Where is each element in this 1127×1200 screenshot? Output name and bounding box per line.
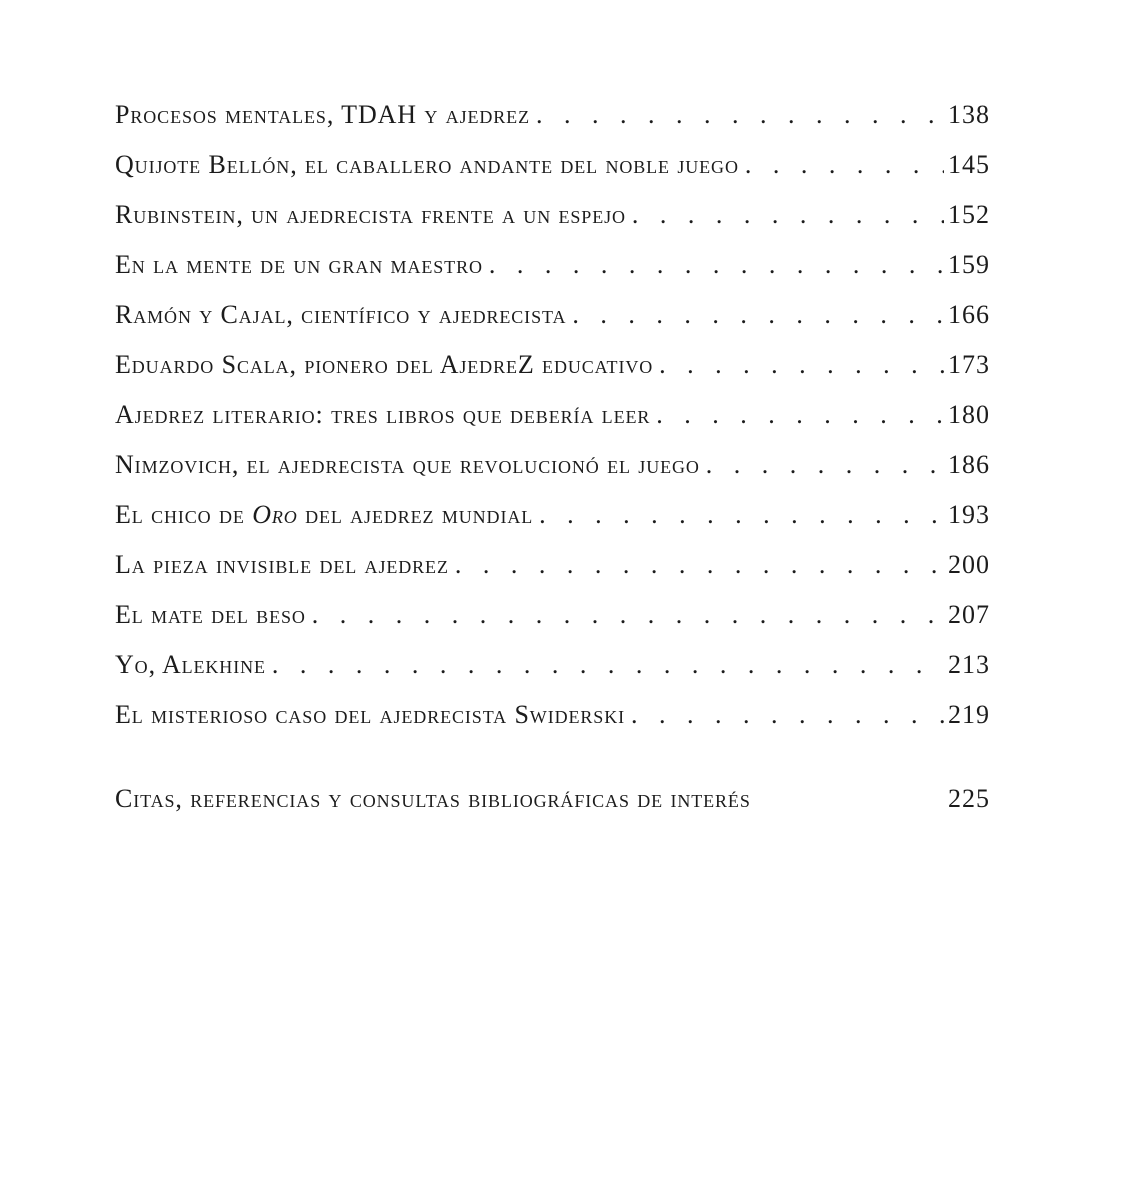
dot-leader bbox=[656, 395, 944, 435]
toc-final-entry bbox=[115, 779, 990, 829]
toc-entry-title: Ajedrez literario: tres libros que debería leer bbox=[115, 400, 651, 429]
toc-entry-title bbox=[115, 495, 533, 535]
toc-entry-page: 207 bbox=[948, 600, 990, 629]
dot-leader bbox=[745, 145, 944, 185]
toc-entry-page: 180 bbox=[948, 400, 990, 429]
toc-entry bbox=[115, 145, 990, 195]
toc-entry bbox=[115, 195, 990, 245]
toc-entry-page: 225 bbox=[948, 784, 990, 813]
toc-entry-title-part: El chico de bbox=[115, 500, 253, 529]
toc-entry-page: 173 bbox=[948, 350, 990, 379]
toc-entry-title: Quijote Bellón, el caballero andante del noble juego bbox=[115, 150, 739, 179]
toc-entry bbox=[115, 445, 990, 495]
toc-entry-page: 213 bbox=[948, 650, 990, 679]
dot-leader bbox=[489, 245, 944, 285]
toc-entry-title-italic: Oro bbox=[252, 500, 298, 529]
toc-entry-title: El misterioso caso del ajedrecista Swiderski bbox=[115, 700, 625, 729]
toc-entry-page: 193 bbox=[948, 500, 990, 529]
toc-entry-title: Yo, Alekhine bbox=[115, 650, 266, 679]
toc-entry bbox=[115, 295, 990, 345]
toc-entry-title: En la mente de un gran maestro bbox=[115, 250, 483, 279]
toc-entry-title: La pieza invisible del ajedrez bbox=[115, 550, 449, 579]
toc-entry-page: 159 bbox=[948, 250, 990, 279]
toc-entry-page: 138 bbox=[948, 100, 990, 129]
toc-entry bbox=[115, 245, 990, 295]
toc-entry-page: 145 bbox=[948, 150, 990, 179]
toc-entry bbox=[115, 395, 990, 445]
toc-entry bbox=[115, 495, 990, 545]
toc-entry-title: Rubinstein, un ajedrecista frente a un espejo bbox=[115, 200, 626, 229]
toc-entry bbox=[115, 345, 990, 395]
toc-entry-title: Citas, referencias y consultas bibliográficas de interés bbox=[115, 784, 751, 813]
toc-entry-title: El mate del beso bbox=[115, 600, 306, 629]
dot-leader bbox=[632, 195, 944, 235]
toc-entry-page: 166 bbox=[948, 300, 990, 329]
table-of-contents bbox=[115, 95, 990, 829]
dot-leader bbox=[312, 595, 944, 635]
toc-entry-title: Eduardo Scala, pionero del AjedreZ educativo bbox=[115, 350, 654, 379]
dot-leader bbox=[631, 695, 944, 735]
dot-leader bbox=[572, 295, 944, 335]
dot-leader bbox=[272, 645, 944, 685]
dot-leader bbox=[659, 345, 944, 385]
dot-leader bbox=[539, 495, 944, 535]
toc-entry-page: 152 bbox=[948, 200, 990, 229]
toc-entry-page: 186 bbox=[948, 450, 990, 479]
toc-entry-page: 200 bbox=[948, 550, 990, 579]
toc-entry-page: 219 bbox=[948, 700, 990, 729]
toc-entry-title: Nimzovich, el ajedrecista que revolucionó el juego bbox=[115, 450, 700, 479]
dot-leader bbox=[706, 445, 944, 485]
toc-entry-title: Ramón y Cajal, científico y ajedrecista bbox=[115, 300, 567, 329]
toc-entry bbox=[115, 645, 990, 695]
toc-entry-title: Procesos mentales, TDAH y ajedrez bbox=[115, 100, 530, 129]
dot-leader bbox=[536, 95, 944, 135]
toc-entry bbox=[115, 95, 990, 145]
toc-entry-title-part: del ajedrez mundial bbox=[297, 500, 534, 529]
toc-entry bbox=[115, 545, 990, 595]
toc-entry bbox=[115, 595, 990, 645]
dot-leader bbox=[455, 545, 944, 585]
toc-entry bbox=[115, 695, 990, 745]
